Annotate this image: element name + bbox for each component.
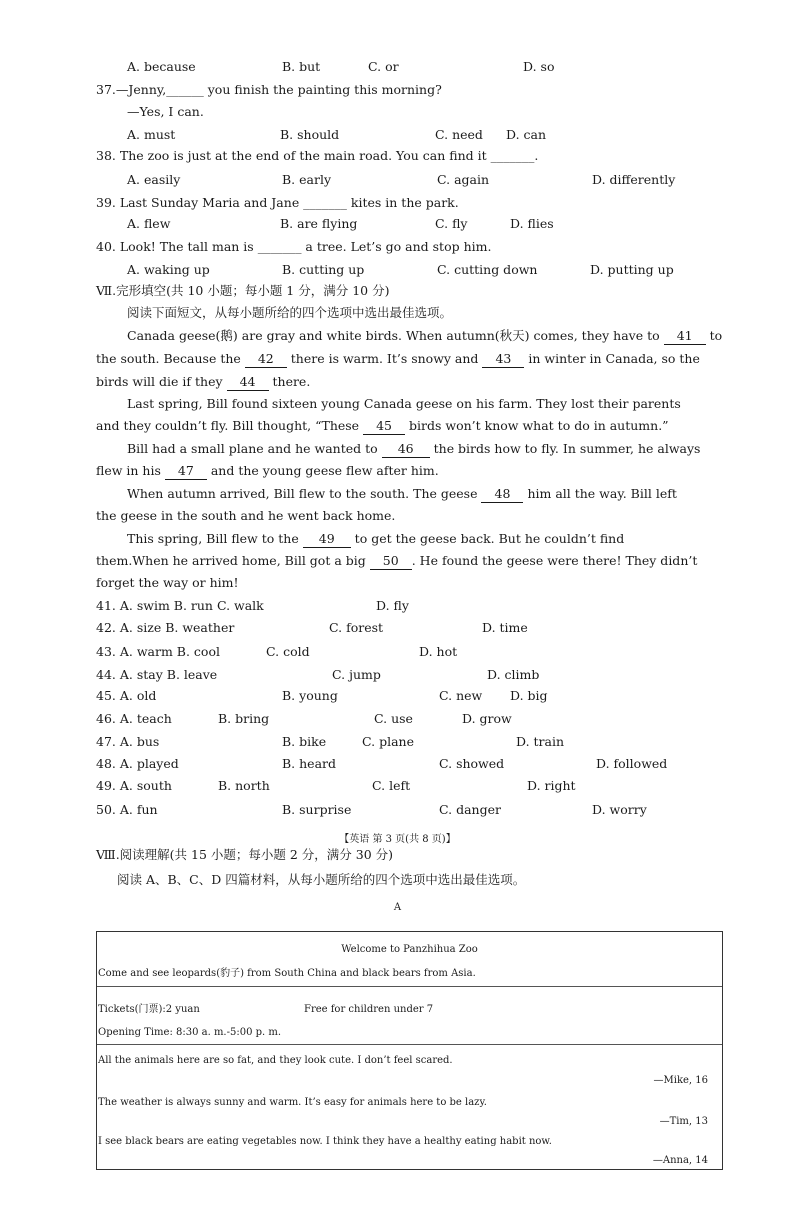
q37-reply: —Yes, I can. [127,104,204,119]
q37-option-b: B. should [280,127,340,142]
q39-option-b: B. are flying [280,216,358,231]
q44-options: 44. A. stay B. leave [96,667,218,682]
q48-option-a: 48. A. played [96,756,179,771]
passage-line: Canada geese(鹅) are gray and white birds. When autumn(秋天) comes, they have to 41 to [127,328,723,343]
q36-option-a: A. because [127,59,196,74]
passage-line: the geese in the south and he went back home. [96,508,396,523]
q50-option-c: C. danger [439,802,501,817]
zoo-ad-title: Welcome to Panzhihua Zoo [341,944,478,955]
q43-option-d: D. hot [419,644,458,659]
blank-43: 43 [482,351,524,368]
q49-option-b: B. north [218,778,270,793]
blank-49: 49 [303,531,351,548]
q50-option-a: 50. A. fun [96,802,158,817]
blank-45: 45 [363,418,405,435]
q37-option-a: A. must [127,127,176,142]
q38-option-d: D. differently [592,172,676,187]
q46-option-d: D. grow [462,711,512,726]
zoo-ad-intro: Come and see leopards(豹子) from South China and black bears from Asia. [98,968,476,979]
blank-41: 41 [664,328,706,345]
q46-option-a: 46. A. teach [96,711,172,726]
zoo-ad-signature: —Anna, 14 [652,1155,708,1166]
q40-option-c: C. cutting down [437,262,538,277]
q38-stem: 38. The zoo is just at the end of the main road. You can find it _______. [96,148,539,163]
q40-option-a: A. waking up [127,262,210,277]
section7-instruction: 阅读下面短文，从每小题所给的四个选项中选出最佳选项。 [127,305,453,320]
q40-stem: 40. Look! The tall man is _______ a tree. Let’s go and stop him. [96,239,492,254]
section8-heading: Ⅷ.阅读理解(共 15 小题；每小题 2 分，满分 30 分) [96,847,394,862]
passage-line: flew in his 47 and the young geese flew after him. [96,463,439,478]
zoo-ad-signature: —Tim, 13 [659,1116,708,1127]
zoo-ad-hours: Opening Time: 8:30 a. m.-5:00 p. m. [98,1027,282,1038]
q42-option-c: C. forest [329,620,384,635]
q38-option-b: B. early [282,172,332,187]
q49-option-d: D. right [527,778,576,793]
q50-option-d: D. worry [592,802,647,817]
q50-option-b: B. surprise [282,802,352,817]
q39-option-a: A. flew [127,216,171,231]
passage-label: A [393,902,402,913]
q37-stem: 37.—Jenny,______ you finish the painting this morning? [96,82,442,97]
section7-heading: Ⅶ.完形填空(共 10 小题；每小题 1 分，满分 10 分) [96,283,390,298]
zoo-ad-comment: The weather is always sunny and warm. It’s easy for animals here to be lazy. [98,1097,487,1108]
blank-48: 48 [481,486,523,503]
passage-line: forget the way or him! [96,575,239,590]
passage-line: and they couldn’t fly. Bill thought, “These 45 birds won’t know what to do in autumn.” [96,418,669,433]
passage-line: the south. Because the 42 there is warm. It’s snowy and 43 in winter in Canada, so the [96,351,700,366]
divider [97,1044,722,1045]
passage-line: When autumn arrived, Bill flew to the south. The geese 48 him all the way. Bill left [127,486,677,501]
q48-option-c: C. showed [439,756,505,771]
q45-option-c: C. new [439,688,483,703]
blank-50: 50 [370,553,412,570]
passage-line: This spring, Bill flew to the 49 to get the geese back. But he couldn’t find [127,531,625,546]
section8-instruction: 阅读 A、B、C、D 四篇材料，从每小题所给的四个选项中选出最佳选项。 [117,872,526,887]
zoo-ad-signature: —Mike, 16 [653,1075,708,1086]
q43-options: 43. A. warm B. cool [96,644,220,659]
passage-line: them.When he arrived home, Bill got a big 50 . He found the geese were there! They didn’t [96,553,698,568]
q40-option-b: B. cutting up [282,262,365,277]
zoo-ad-comment: All the animals here are so fat, and they look cute. I don’t feel scared. [98,1055,453,1066]
zoo-ad-comment: I see black bears are eating vegetables now. I think they have a healthy eating habit now. [98,1136,552,1147]
passage-line: birds will die if they 44 there. [96,374,311,389]
q42-option-d: D. time [482,620,528,635]
q44-option-d: D. climb [487,667,540,682]
q48-option-b: B. heard [282,756,337,771]
q47-option-d: D. train [516,734,565,749]
zoo-ad-free: Free for children under 7 [304,1004,434,1015]
zoo-ad-box [96,931,723,1170]
blank-46: 46 [382,441,430,458]
q41-options: 41. A. swim B. run C. walk [96,598,264,613]
q38-option-a: A. easily [127,172,181,187]
q36-option-b: B. but [282,59,321,74]
q41-option-d: D. fly [376,598,409,613]
q46-option-b: B. bring [218,711,270,726]
q39-option-c: C. fly [435,216,468,231]
zoo-ad-tickets: Tickets(门票):2 yuan [98,1004,200,1015]
q47-option-c: C. plane [362,734,414,749]
q47-option-b: B. bike [282,734,327,749]
q49-option-a: 49. A. south [96,778,172,793]
q36-option-d: D. so [523,59,555,74]
q40-option-d: D. putting up [590,262,674,277]
q44-option-c: C. jump [332,667,381,682]
divider [97,986,722,987]
passage-line: Last spring, Bill found sixteen young Canada geese on his farm. They lost their parents [127,396,681,411]
q42-options: 42. A. size B. weather [96,620,235,635]
q45-option-a: 45. A. old [96,688,157,703]
q48-option-d: D. followed [596,756,668,771]
q39-option-d: D. flies [510,216,554,231]
q46-option-c: C. use [374,711,413,726]
q43-option-c: C. cold [266,644,310,659]
passage-line: Bill had a small plane and he wanted to 46 the birds how to fly. In summer, he always [127,441,701,456]
q45-option-d: D. big [510,688,548,703]
q38-option-c: C. again [437,172,490,187]
q37-option-c: C. need [435,127,483,142]
q45-option-b: B. young [282,688,338,703]
blank-44: 44 [227,374,269,391]
q47-option-a: 47. A. bus [96,734,160,749]
q37-option-d: D. can [506,127,547,142]
page-footer: 【英语 第 3 页(共 8 页)】 [339,834,456,845]
q36-option-c: C. or [368,59,399,74]
blank-42: 42 [245,351,287,368]
q39-stem: 39. Last Sunday Maria and Jane _______ kites in the park. [96,195,459,210]
blank-47: 47 [165,463,207,480]
q49-option-c: C. left [372,778,411,793]
